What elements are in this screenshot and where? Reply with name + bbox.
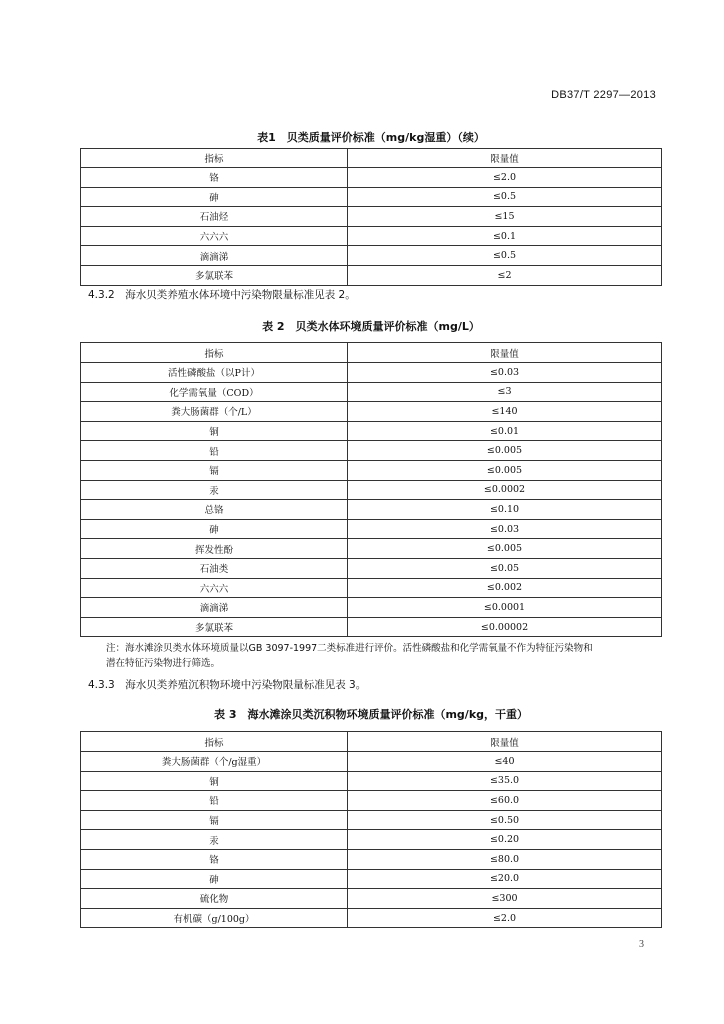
table1 [80,148,662,286]
table-row [81,207,662,227]
table-row [81,187,662,207]
indicator-cell: 砷 [81,187,348,207]
limit-value-cell: ≤140 [348,402,662,422]
table-row [81,830,662,850]
table-row [81,480,662,500]
table-row [81,500,662,520]
limit-value-cell: ≤0.0002 [348,480,662,500]
table2-note [106,641,680,671]
standard-code: DB37/T 2297—2013 [551,89,656,101]
table1-header-row [81,149,662,168]
indicator-cell: 总铬 [81,500,348,520]
limit-value-cell: ≤60.0 [348,791,662,811]
limit-value-cell: ≤0.005 [348,441,662,461]
limit-value-cell: ≤2.0 [348,168,662,188]
table2-caption: 表 2 贝类水体环境质量评价标准（mg/L） [262,320,480,333]
limit-value-cell: ≤0.1 [348,226,662,246]
table-row [81,869,662,889]
table-row [81,810,662,830]
table-row [81,791,662,811]
limit-value-cell: ≤0.10 [348,500,662,520]
table2 [80,342,662,637]
indicator-cell: 多氯联苯 [81,265,348,285]
limit-value-cell: ≤2 [348,265,662,285]
indicator-cell: 铬 [81,849,348,869]
indicator-cell: 硫化物 [81,889,348,909]
table-row [81,226,662,246]
limit-value-cell: ≤80.0 [348,849,662,869]
indicator-cell: 滴滴涕 [81,246,348,266]
table2-header-row [81,343,662,363]
indicator-cell: 活性磷酸盐（以P计） [81,363,348,383]
indicator-cell: 石油烃 [81,207,348,227]
limit-value-cell: ≤15 [348,207,662,227]
table-row [81,265,662,285]
indicator-cell: 砷 [81,519,348,539]
table-row [81,246,662,266]
table1-header-indicator: 指标 [81,149,348,168]
table-row [81,771,662,791]
table-row [81,460,662,480]
indicator-cell: 铅 [81,441,348,461]
indicator-cell: 铜 [81,771,348,791]
table-row [81,752,662,772]
indicator-cell: 铜 [81,421,348,441]
limit-value-cell: ≤40 [348,752,662,772]
table-row [81,908,662,928]
table-row [81,578,662,598]
limit-value-cell: ≤0.03 [348,519,662,539]
indicator-cell: 挥发性酚 [81,539,348,559]
page-number: 3 [639,939,644,950]
table2-header-limit: 限量值 [348,343,662,363]
limit-value-cell: ≤0.0001 [348,598,662,618]
limit-value-cell: ≤300 [348,889,662,909]
table3-caption: 表 3 海水滩涂贝类沉积物环境质量评价标准（mg/kg，干重） [213,708,529,721]
table2-note-line2: 潜在特征污染物进行筛选。 [106,658,221,669]
table2-note-line1: 注：海水滩涂贝类水体环境质量以GB 3097-1997二类标准进行评价。活性磷酸盐和化学需氧量不作为特征污染物和 [106,643,593,654]
table-row [81,402,662,422]
table-row [81,849,662,869]
indicator-cell: 砷 [81,869,348,889]
table-row [81,539,662,559]
indicator-cell: 有机碳（g/100g） [81,908,348,928]
table-row [81,441,662,461]
indicator-cell: 滴滴涕 [81,598,348,618]
indicator-cell: 汞 [81,830,348,850]
table1-caption: 表1 贝类质量评价标准（mg/kg湿重）（续） [257,131,485,144]
limit-value-cell: ≤0.5 [348,246,662,266]
limit-value-cell: ≤0.05 [348,558,662,578]
table3-header-row [81,732,662,752]
limit-value-cell: ≤0.03 [348,363,662,383]
indicator-cell: 石油类 [81,558,348,578]
table-row [81,598,662,618]
table3-header-indicator: 指标 [81,732,348,752]
indicator-cell: 多氯联苯 [81,617,348,637]
indicator-cell: 粪大肠菌群（个/L） [81,402,348,422]
table-row [81,363,662,383]
table3 [80,731,662,928]
indicator-cell: 化学需氧量（COD） [81,382,348,402]
limit-value-cell: ≤0.20 [348,830,662,850]
indicator-cell: 铅 [81,791,348,811]
indicator-cell: 铬 [81,168,348,188]
limit-value-cell: ≤20.0 [348,869,662,889]
limit-value-cell: ≤0.005 [348,460,662,480]
limit-value-cell: ≤0.01 [348,421,662,441]
table3-header-limit: 限量值 [348,732,662,752]
table-row [81,421,662,441]
limit-value-cell: ≤0.005 [348,539,662,559]
limit-value-cell: ≤35.0 [348,771,662,791]
table-row [81,617,662,637]
table-row [81,168,662,188]
table-row [81,558,662,578]
indicator-cell: 六六六 [81,578,348,598]
limit-value-cell: ≤0.5 [348,187,662,207]
indicator-cell: 镉 [81,460,348,480]
limit-value-cell: ≤0.50 [348,810,662,830]
table-row [81,889,662,909]
indicator-cell: 汞 [81,480,348,500]
table2-header-indicator: 指标 [81,343,348,363]
limit-value-cell: ≤0.00002 [348,617,662,637]
table-row [81,519,662,539]
limit-value-cell: ≤3 [348,382,662,402]
limit-value-cell: ≤0.002 [348,578,662,598]
indicator-cell: 粪大肠菌群（个/g湿重） [81,752,348,772]
section-4-3-2: 4.3.2 海水贝类养殖水体环境中污染物限量标准见表 2。 [88,289,356,301]
indicator-cell: 镉 [81,810,348,830]
table-row [81,382,662,402]
section-4-3-3: 4.3.3 海水贝类养殖沉积物环境中污染物限量标准见表 3。 [88,679,367,691]
limit-value-cell: ≤2.0 [348,908,662,928]
table1-header-limit: 限量值 [348,149,662,168]
indicator-cell: 六六六 [81,226,348,246]
